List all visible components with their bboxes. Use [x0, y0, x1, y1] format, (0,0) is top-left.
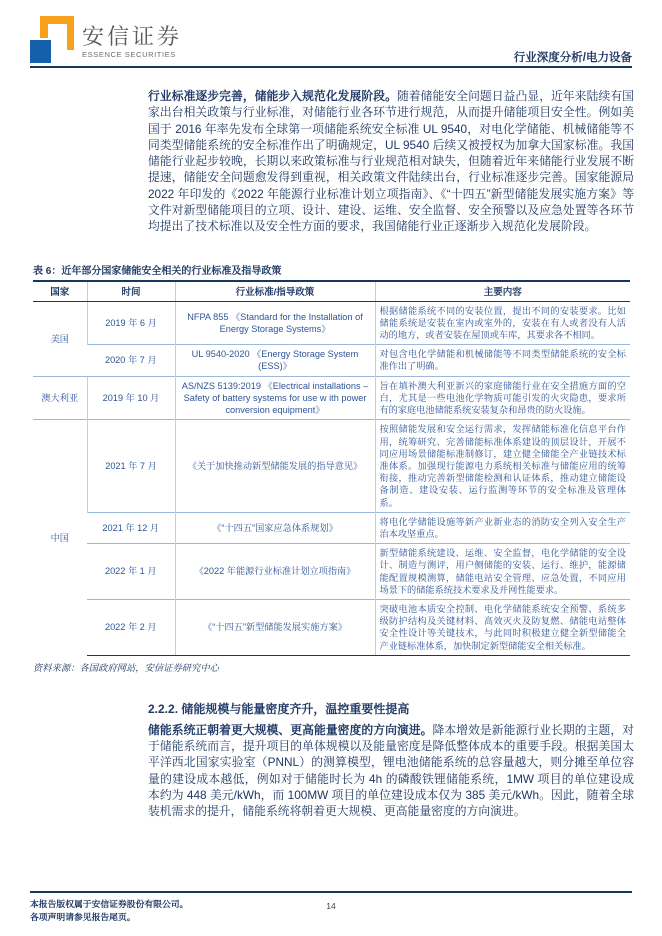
table-row	[33, 420, 630, 512]
paragraph-industry-standards	[148, 88, 634, 235]
table-row	[33, 376, 630, 420]
date-cell: 2021 年 12 月	[87, 512, 175, 543]
page-footer	[30, 891, 632, 924]
table-row	[33, 544, 630, 600]
col-header-date: 时间	[87, 281, 175, 302]
policy-table	[33, 280, 630, 656]
standard-cell: 《“十四五”国家应急体系规划》	[175, 512, 375, 543]
content-cell: 突破电池本质安全控制、电化学储能系统安全预警、系统多级防护结构及关键材料、高效灭火及防复燃、储能电站整体安全性设计等关键技术，与此同时积极建立健全新型储能全产业链标准体系，加快制定新型储能安全相关标准。	[375, 599, 630, 655]
date-cell: 2022 年 1 月	[87, 544, 175, 600]
policy-table-block	[30, 262, 632, 674]
logo-blue-square-icon	[30, 40, 51, 63]
table-header-row	[33, 281, 630, 302]
content-cell: 对包含电化学储能和机械储能等不同类型储能系统的安全标准作出了明确。	[375, 345, 630, 376]
paragraph-text: 随着储能安全问题日益凸显，近年来陆续有国家出台相关政策与行业标准，对储能行业各环节进行规范，从而提升储能项目安全性。例如美国于 2016 年率先发布全球第一项储能系统安全标准 UL 9540，对电化学储能、机械储能等不同类型储能系统的安全标准作出了明确规定，UL 9540 后续又被授权为加拿大国家标准。我国储能行业起步较晚，长期以来政策标准与行业规范相对缺失，但随着近年来储能行业发展不断提速，储能安全问题愈发得到重视，相关政策文件陆续出台，行业标准逐步完善。国家能源局 2022 年印发的《2022 年能源行业标准计划立项指南》、《“十四五”新型储能发展实施方案》等文件对新型储能项目的立项、设计、建设、运维、安全监督、安全预警以及应急处置等各环节均提出了技术标准以及安全性方面的要求，我国储能行业正逐渐步入规范化发展阶段。	[148, 89, 634, 234]
brand-name-cn: 安信证券	[82, 24, 183, 49]
table-source-note: 资料来源：各国政府网站，安信证券研究中心	[33, 662, 219, 673]
standard-cell: 《2022 年能源行业标准计划立项指南》	[175, 544, 375, 600]
table-row	[33, 512, 630, 543]
date-cell: 2021 年 7 月	[87, 420, 175, 512]
logo-mark-icon	[30, 16, 75, 63]
date-cell: 2019 年 6 月	[87, 301, 175, 345]
country-cell-cn: 中国	[33, 420, 87, 655]
company-logo	[30, 16, 182, 63]
standard-cell: 《“十四五”新型储能发展实施方案》	[175, 599, 375, 655]
brand-text	[82, 16, 182, 59]
footer-rule	[30, 891, 632, 893]
content-cell: 旨在填补澳大利亚新兴的家庭储能行业在安全措施方面的空白，尤其是一些电池化学物质可能引发的火灾隐患，要求所有的家庭电池储能系统安装复杂和昂贵的防火设施。	[375, 376, 630, 420]
paragraph-lead-bold: 行业标准逐步完善，储能步入规范化发展阶段。	[148, 89, 397, 103]
content-cell: 根据储能系统不同的安装位置，提出不同的安装要求。比如储能系统是安装在室内或室外的，安装在有人或者没有人活动的地方，或者安装在屋顶或车库，其要求各不相同。	[375, 301, 630, 345]
content-cell: 新型储能系统建设、运维、安全监督，电化学储能的安全设计、制造与测评，用户侧储能的安装、运行、维护，能源储能配置规模测算，储能电站安全管理、应急处置，不同应用场景下的储能系统技术要求及并网性能要求。	[375, 544, 630, 600]
standard-cell: AS/NZS 5139:2019 《Electrical installations – Safety of battery systems for use w ith power conversion equipment》	[175, 376, 375, 420]
col-header-content: 主要内容	[375, 281, 630, 302]
section-paragraph	[148, 722, 634, 820]
footer-copyright-line: 本报告版权属于安信证券股份有限公司。	[30, 898, 189, 909]
standard-cell: 《关于加快推动新型储能发展的指导意见》	[175, 420, 375, 512]
col-header-country: 国家	[33, 281, 87, 302]
section-lead-bold: 储能系统正朝着更大规模、更高能量密度的方向演进。	[148, 722, 433, 737]
standard-cell: NFPA 855 《Standard for the Installation of Energy Storage Systems》	[175, 301, 375, 345]
date-cell: 2019 年 10 月	[87, 376, 175, 420]
content-cell: 按照储能发展和安全运行需求，发挥储能标准化信息平台作用，统筹研究、完善储能标准体系建设的顶层设计，开展不同应用场景储能标准制修订，建立健全储能全产业链技术标准体系。加强现行能源电力系统相关标准与储能应用的统筹衔接，推动完善新型储能检测和认证体系，推动建立储能设备制造、建设安装、运行监测等环节的安全标准及管理体系。	[375, 420, 630, 512]
section-2-2-2	[148, 700, 634, 820]
table-title: 表 6：近年部分国家储能安全相关的行业标准及指导政策	[33, 265, 282, 277]
footer-statement-line: 各项声明请参见报告尾页。	[30, 911, 136, 922]
section-text: 降本增效是新能源行业长期的主题，对于储能系统而言，提升项目的单体规模以及能量密度是降低整体成本的重要手段。根据美国太平洋西北国家实验室（PNNL）的测算模型，锂电池储能系统的总容量越大，则分摊至单位容量的建设成本越低，例如对于储能时长为 4h 的磷酸铁锂储能系统，1MW 项目的单位建设成本约为 448 美元/kWh，而 100MW 项目的单位建设成本仅为 385 美元/kWh。因此，随着全球装机需求的提升，储能系统将朝着更大规模、更高能量密度的方向演进。	[148, 722, 634, 819]
content-cell: 将电化学储能设施等新产业新业态的消防安全列入安全生产治本攻坚重点。	[375, 512, 630, 543]
page-number: 14	[326, 901, 336, 911]
section-heading: 2.2.2. 储能规模与能量密度齐升，温控重要性提高	[148, 701, 410, 716]
date-cell: 2022 年 2 月	[87, 599, 175, 655]
page-header	[30, 16, 632, 68]
header-rule	[30, 66, 632, 68]
col-header-standard: 行业标准/指导政策	[175, 281, 375, 302]
standard-cell: UL 9540-2020 《Energy Storage System (ESS)》	[175, 345, 375, 376]
report-body	[30, 88, 632, 820]
table-row	[33, 345, 630, 376]
table-row	[33, 599, 630, 655]
date-cell: 2020 年 7 月	[87, 345, 175, 376]
table-row	[33, 301, 630, 345]
brand-name-en: ESSENCE SECURITIES	[82, 50, 176, 59]
country-cell-us: 美国	[50, 333, 69, 344]
report-type-label: 行业深度分析/电力设备	[513, 52, 632, 64]
country-cell-au: 澳大利亚	[33, 376, 87, 420]
